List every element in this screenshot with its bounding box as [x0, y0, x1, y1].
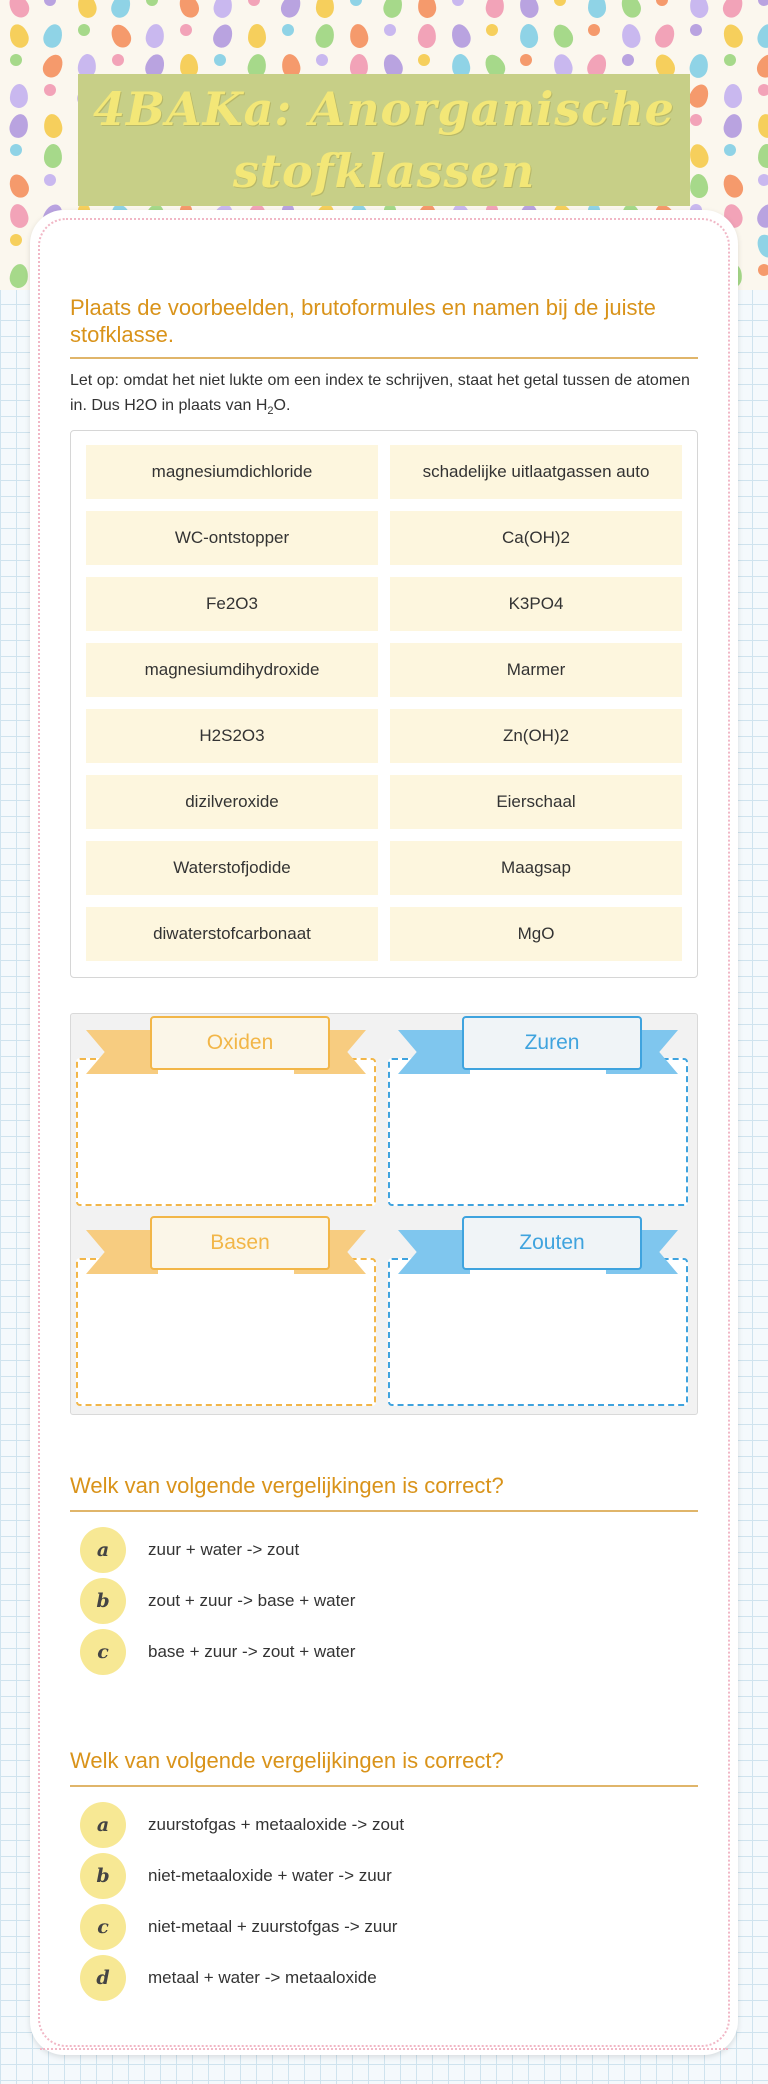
easter-egg-decoration	[688, 0, 710, 19]
flower-decoration	[724, 144, 736, 156]
easter-egg-decoration	[720, 0, 747, 21]
ribbon-tail-left	[398, 1030, 470, 1074]
draggable-item[interactable]: K3PO4	[390, 577, 682, 631]
draggable-item[interactable]: Marmer	[390, 643, 682, 697]
flower-decoration	[758, 0, 768, 6]
easter-egg-decoration	[248, 24, 266, 48]
worksheet-card	[30, 210, 738, 2055]
answer-option-c[interactable]	[80, 1904, 397, 1950]
question-1-divider	[70, 357, 698, 359]
draggable-item[interactable]: Ca(OH)2	[390, 511, 682, 565]
easter-egg-decoration	[449, 22, 474, 50]
easter-egg-decoration	[8, 202, 31, 229]
option-text: zuurstofgas + metaaloxide -> zout	[148, 1815, 405, 1834]
easter-egg-decoration	[313, 22, 336, 50]
title-banner	[78, 74, 690, 206]
draggable-item[interactable]: magnesiumdihydroxide	[86, 643, 378, 697]
flower-decoration	[350, 0, 362, 6]
easter-egg-decoration	[618, 0, 644, 21]
easter-egg-decoration	[588, 0, 606, 18]
easter-egg-decoration	[720, 171, 747, 201]
draggable-item[interactable]: diwaterstofcarbonaat	[86, 907, 378, 961]
easter-egg-decoration	[517, 0, 541, 20]
easter-egg-decoration	[176, 0, 202, 21]
easter-egg-decoration	[6, 171, 32, 200]
flower-decoration	[724, 54, 736, 66]
easter-egg-decoration	[348, 23, 370, 50]
question-3-title: Welk van volgende vergelijkingen is correct?	[70, 1748, 504, 1773]
easter-egg-decoration	[210, 21, 236, 50]
category-ribbon-zouten	[426, 1216, 650, 1282]
note-text: Let op: omdat het niet lukte om een index te schrijven, staat het getal tussen de atomen in. Dus H2O in plaats van H	[70, 372, 690, 414]
easter-egg-decoration	[7, 112, 30, 140]
flower-decoration	[758, 264, 768, 276]
option-letter-badge: a	[80, 1802, 126, 1848]
draggable-item[interactable]: Zn(OH)2	[390, 709, 682, 763]
easter-egg-decoration	[688, 52, 711, 79]
easter-egg-decoration	[484, 0, 505, 19]
question-1-title: Plaats de voorbeelden, brutoformules en namen bij de juiste stofklasse.	[70, 295, 656, 347]
category-label: Zouten	[462, 1216, 642, 1270]
question-2-divider	[70, 1510, 698, 1512]
category-drop-area	[70, 1013, 698, 1415]
flower-decoration	[690, 24, 702, 36]
flower-decoration	[78, 24, 90, 36]
easter-egg-decoration	[724, 84, 742, 108]
easter-egg-decoration	[39, 51, 66, 81]
easter-egg-decoration	[755, 22, 768, 50]
easter-egg-decoration	[722, 113, 744, 140]
flower-decoration	[214, 54, 226, 66]
easter-egg-decoration	[754, 202, 768, 231]
easter-egg-decoration	[108, 0, 133, 20]
flower-decoration	[282, 24, 294, 36]
category-ribbon-oxiden	[114, 1016, 338, 1082]
easter-egg-decoration	[620, 22, 643, 49]
easter-egg-decoration	[652, 21, 678, 50]
answer-option-a[interactable]	[80, 1527, 299, 1573]
easter-egg-decoration	[75, 0, 99, 20]
category-label: Zuren	[462, 1016, 642, 1070]
easter-egg-decoration	[753, 231, 768, 261]
answer-option-b[interactable]	[80, 1853, 392, 1899]
flower-decoration	[44, 174, 56, 186]
draggable-item[interactable]: MgO	[390, 907, 682, 961]
flower-decoration	[486, 24, 498, 36]
flower-decoration	[656, 0, 668, 6]
page-title: 4BAKa: Anorganische stofklassen	[93, 82, 675, 198]
option-text: base + zuur -> zout + water	[148, 1642, 356, 1661]
easter-egg-decoration	[5, 0, 33, 21]
flower-decoration	[112, 54, 124, 66]
easter-egg-decoration	[8, 263, 30, 290]
flower-decoration	[248, 0, 260, 6]
answer-option-d[interactable]	[80, 1955, 377, 2001]
draggable-item[interactable]: Fe2O3	[86, 577, 378, 631]
easter-egg-decoration	[550, 21, 577, 51]
easter-egg-decoration	[42, 113, 64, 140]
easter-egg-decoration	[9, 84, 28, 109]
question-1-note	[70, 368, 698, 424]
page-bottom-dotted-line	[40, 2048, 728, 2050]
easter-egg-decoration	[417, 0, 437, 19]
easter-egg-decoration	[689, 173, 709, 198]
option-letter-badge: a	[80, 1527, 126, 1573]
flower-decoration	[146, 0, 158, 6]
flower-decoration	[180, 24, 192, 36]
draggable-item[interactable]: Maagsap	[390, 841, 682, 895]
ribbon-tail-left	[86, 1230, 158, 1274]
easter-egg-decoration	[41, 22, 66, 50]
note-text-end: O.	[273, 397, 291, 414]
note-subscript: 2	[267, 405, 274, 418]
flower-decoration	[622, 54, 634, 66]
easter-egg-decoration	[756, 112, 768, 139]
option-letter-badge: b	[80, 1578, 126, 1624]
draggable-item[interactable]: Waterstofjodide	[86, 841, 378, 895]
easter-egg-decoration	[44, 144, 63, 169]
draggable-item[interactable]: WC-ontstopper	[86, 511, 378, 565]
flower-decoration	[588, 24, 600, 36]
option-letter-badge: c	[80, 1904, 126, 1950]
draggable-item[interactable]: magnesiumdichloride	[86, 445, 378, 499]
easter-egg-decoration	[720, 22, 746, 51]
flower-decoration	[418, 54, 430, 66]
easter-egg-decoration	[417, 23, 437, 48]
easter-egg-decoration	[212, 0, 235, 20]
option-letter-badge: c	[80, 1629, 126, 1675]
category-ribbon-basen	[114, 1216, 338, 1282]
ribbon-tail-left	[86, 1030, 158, 1074]
easter-egg-decoration	[758, 144, 768, 168]
flower-decoration	[554, 0, 566, 6]
flower-decoration	[452, 0, 464, 6]
option-text: zout + zuur -> base + water	[148, 1591, 356, 1610]
easter-egg-decoration	[7, 22, 32, 51]
option-text: niet-metaal + zuurstofgas -> zuur	[148, 1917, 398, 1936]
category-label: Oxiden	[150, 1016, 330, 1070]
option-text: niet-metaaloxide + water -> zuur	[148, 1866, 392, 1885]
option-letter-badge: b	[80, 1853, 126, 1899]
flower-decoration	[10, 54, 22, 66]
easter-egg-decoration	[278, 0, 305, 21]
category-ribbon-zuren	[426, 1016, 650, 1082]
ribbon-tail-left	[398, 1230, 470, 1274]
easter-egg-decoration	[687, 142, 711, 170]
draggable-items-pool	[70, 430, 698, 978]
flower-decoration	[758, 84, 768, 96]
flower-decoration	[384, 24, 396, 36]
draggable-item[interactable]: H2S2O3	[86, 709, 378, 763]
flower-decoration	[316, 54, 328, 66]
category-label: Basen	[150, 1216, 330, 1270]
flower-decoration	[690, 114, 702, 126]
flower-decoration	[10, 234, 22, 246]
flower-decoration	[44, 0, 56, 6]
draggable-item[interactable]: dizilveroxide	[86, 775, 378, 829]
easter-egg-decoration	[381, 0, 405, 20]
easter-egg-decoration	[315, 0, 334, 18]
option-letter-badge: d	[80, 1955, 126, 2001]
question-2-title: Welk van volgende vergelijkingen is correct?	[70, 1473, 504, 1498]
answer-option-c[interactable]	[80, 1629, 355, 1675]
draggable-item[interactable]: Eierschaal	[390, 775, 682, 829]
easter-egg-decoration	[144, 23, 166, 50]
answer-option-b[interactable]	[80, 1578, 355, 1624]
easter-egg-decoration	[754, 51, 768, 80]
option-text: zuur + water -> zout	[148, 1540, 300, 1559]
flower-decoration	[10, 144, 22, 156]
question-3-divider	[70, 1785, 698, 1787]
flower-decoration	[758, 174, 768, 186]
flower-decoration	[520, 54, 532, 66]
draggable-item[interactable]: schadelijke uitlaatgassen auto	[390, 445, 682, 499]
easter-egg-decoration	[107, 21, 134, 51]
option-text: metaal + water -> metaaloxide	[148, 1968, 377, 1987]
easter-egg-decoration	[519, 23, 539, 48]
flower-decoration	[44, 84, 56, 96]
answer-option-a[interactable]	[80, 1802, 404, 1848]
